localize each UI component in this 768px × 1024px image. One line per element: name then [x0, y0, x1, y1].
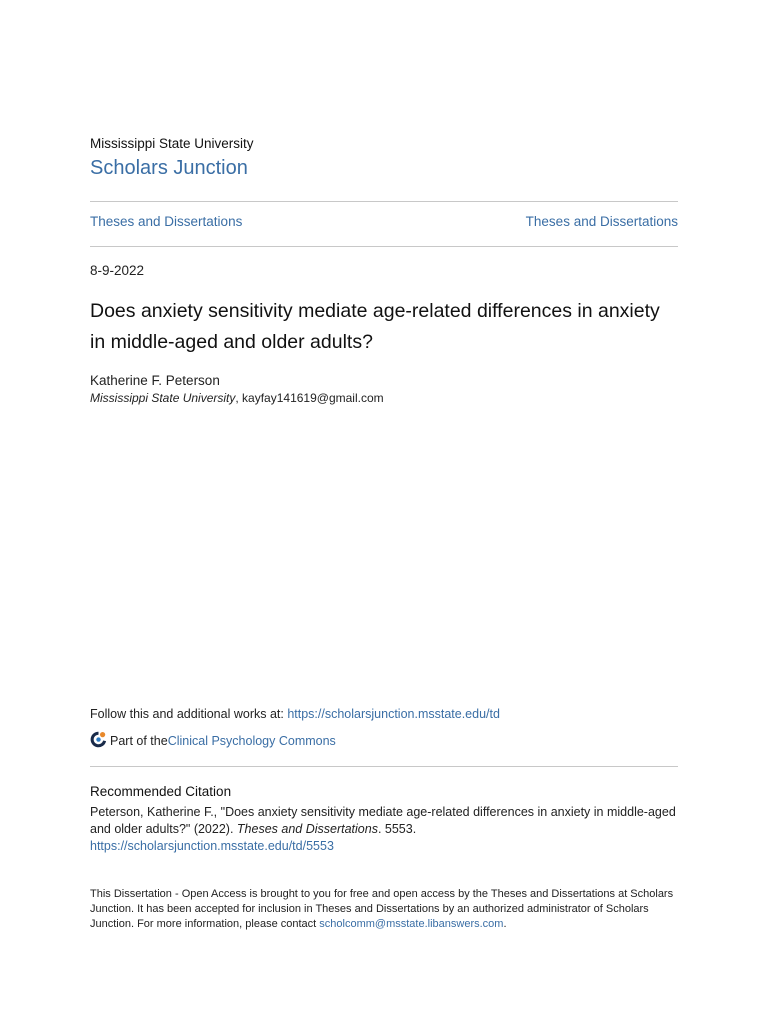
- citation-text: Peterson, Katherine F., "Does anxiety sensitivity mediate age-related differences in anxiety in middle-aged and older adults?" (2022).: [90, 805, 676, 836]
- citation-journal: Theses and Dissertations: [236, 822, 378, 836]
- citation-block: [90, 804, 680, 855]
- network-commons-icon: [90, 731, 110, 751]
- author-name: Katherine F. Peterson: [90, 373, 220, 388]
- citation-url-link[interactable]: https://scholarsjunction.msstate.edu/td/5553: [90, 839, 334, 853]
- publication-date: 8-9-2022: [90, 263, 145, 278]
- university-name: Mississippi State University: [90, 136, 254, 151]
- author-affiliation: [90, 391, 384, 405]
- divider: [90, 201, 678, 202]
- part-of-text: Part of the: [110, 734, 168, 748]
- affiliation-institution: Mississippi State University: [90, 391, 236, 405]
- part-of-line: [90, 731, 336, 751]
- citation-number: . 5553.: [377, 822, 417, 836]
- repository-link[interactable]: Scholars Junction: [90, 157, 248, 179]
- author-email: , kayfay141619@gmail.com: [235, 391, 384, 405]
- citation-heading: Recommended Citation: [90, 784, 232, 799]
- access-notice: [90, 887, 680, 932]
- collection-link-left[interactable]: Theses and Dissertations: [90, 214, 243, 229]
- follow-line: [90, 707, 500, 721]
- contact-email-link[interactable]: scholcomm@msstate.libanswers.com: [319, 918, 504, 930]
- access-notice-end: .: [503, 918, 507, 930]
- divider: [90, 766, 678, 767]
- divider: [90, 246, 678, 247]
- follow-text: Follow this and additional works at:: [90, 707, 288, 721]
- collection-link-right[interactable]: Theses and Dissertations: [525, 214, 678, 229]
- access-notice-text: This Dissertation - Open Access is brought to you for free and open access by the Theses and Dissertations at Scholars Junction. It has been accepted for inclusion in Theses and Dissertations by an authorized administrator of Scholars Junction. For more information, please contact: [90, 888, 674, 930]
- document-title: Does anxiety sensitivity mediate age-related differences in anxiety in middle-aged and older adults?: [90, 300, 660, 353]
- follow-url-link[interactable]: https://scholarsjunction.msstate.edu/td: [287, 707, 500, 721]
- commons-link[interactable]: Clinical Psychology Commons: [167, 734, 336, 748]
